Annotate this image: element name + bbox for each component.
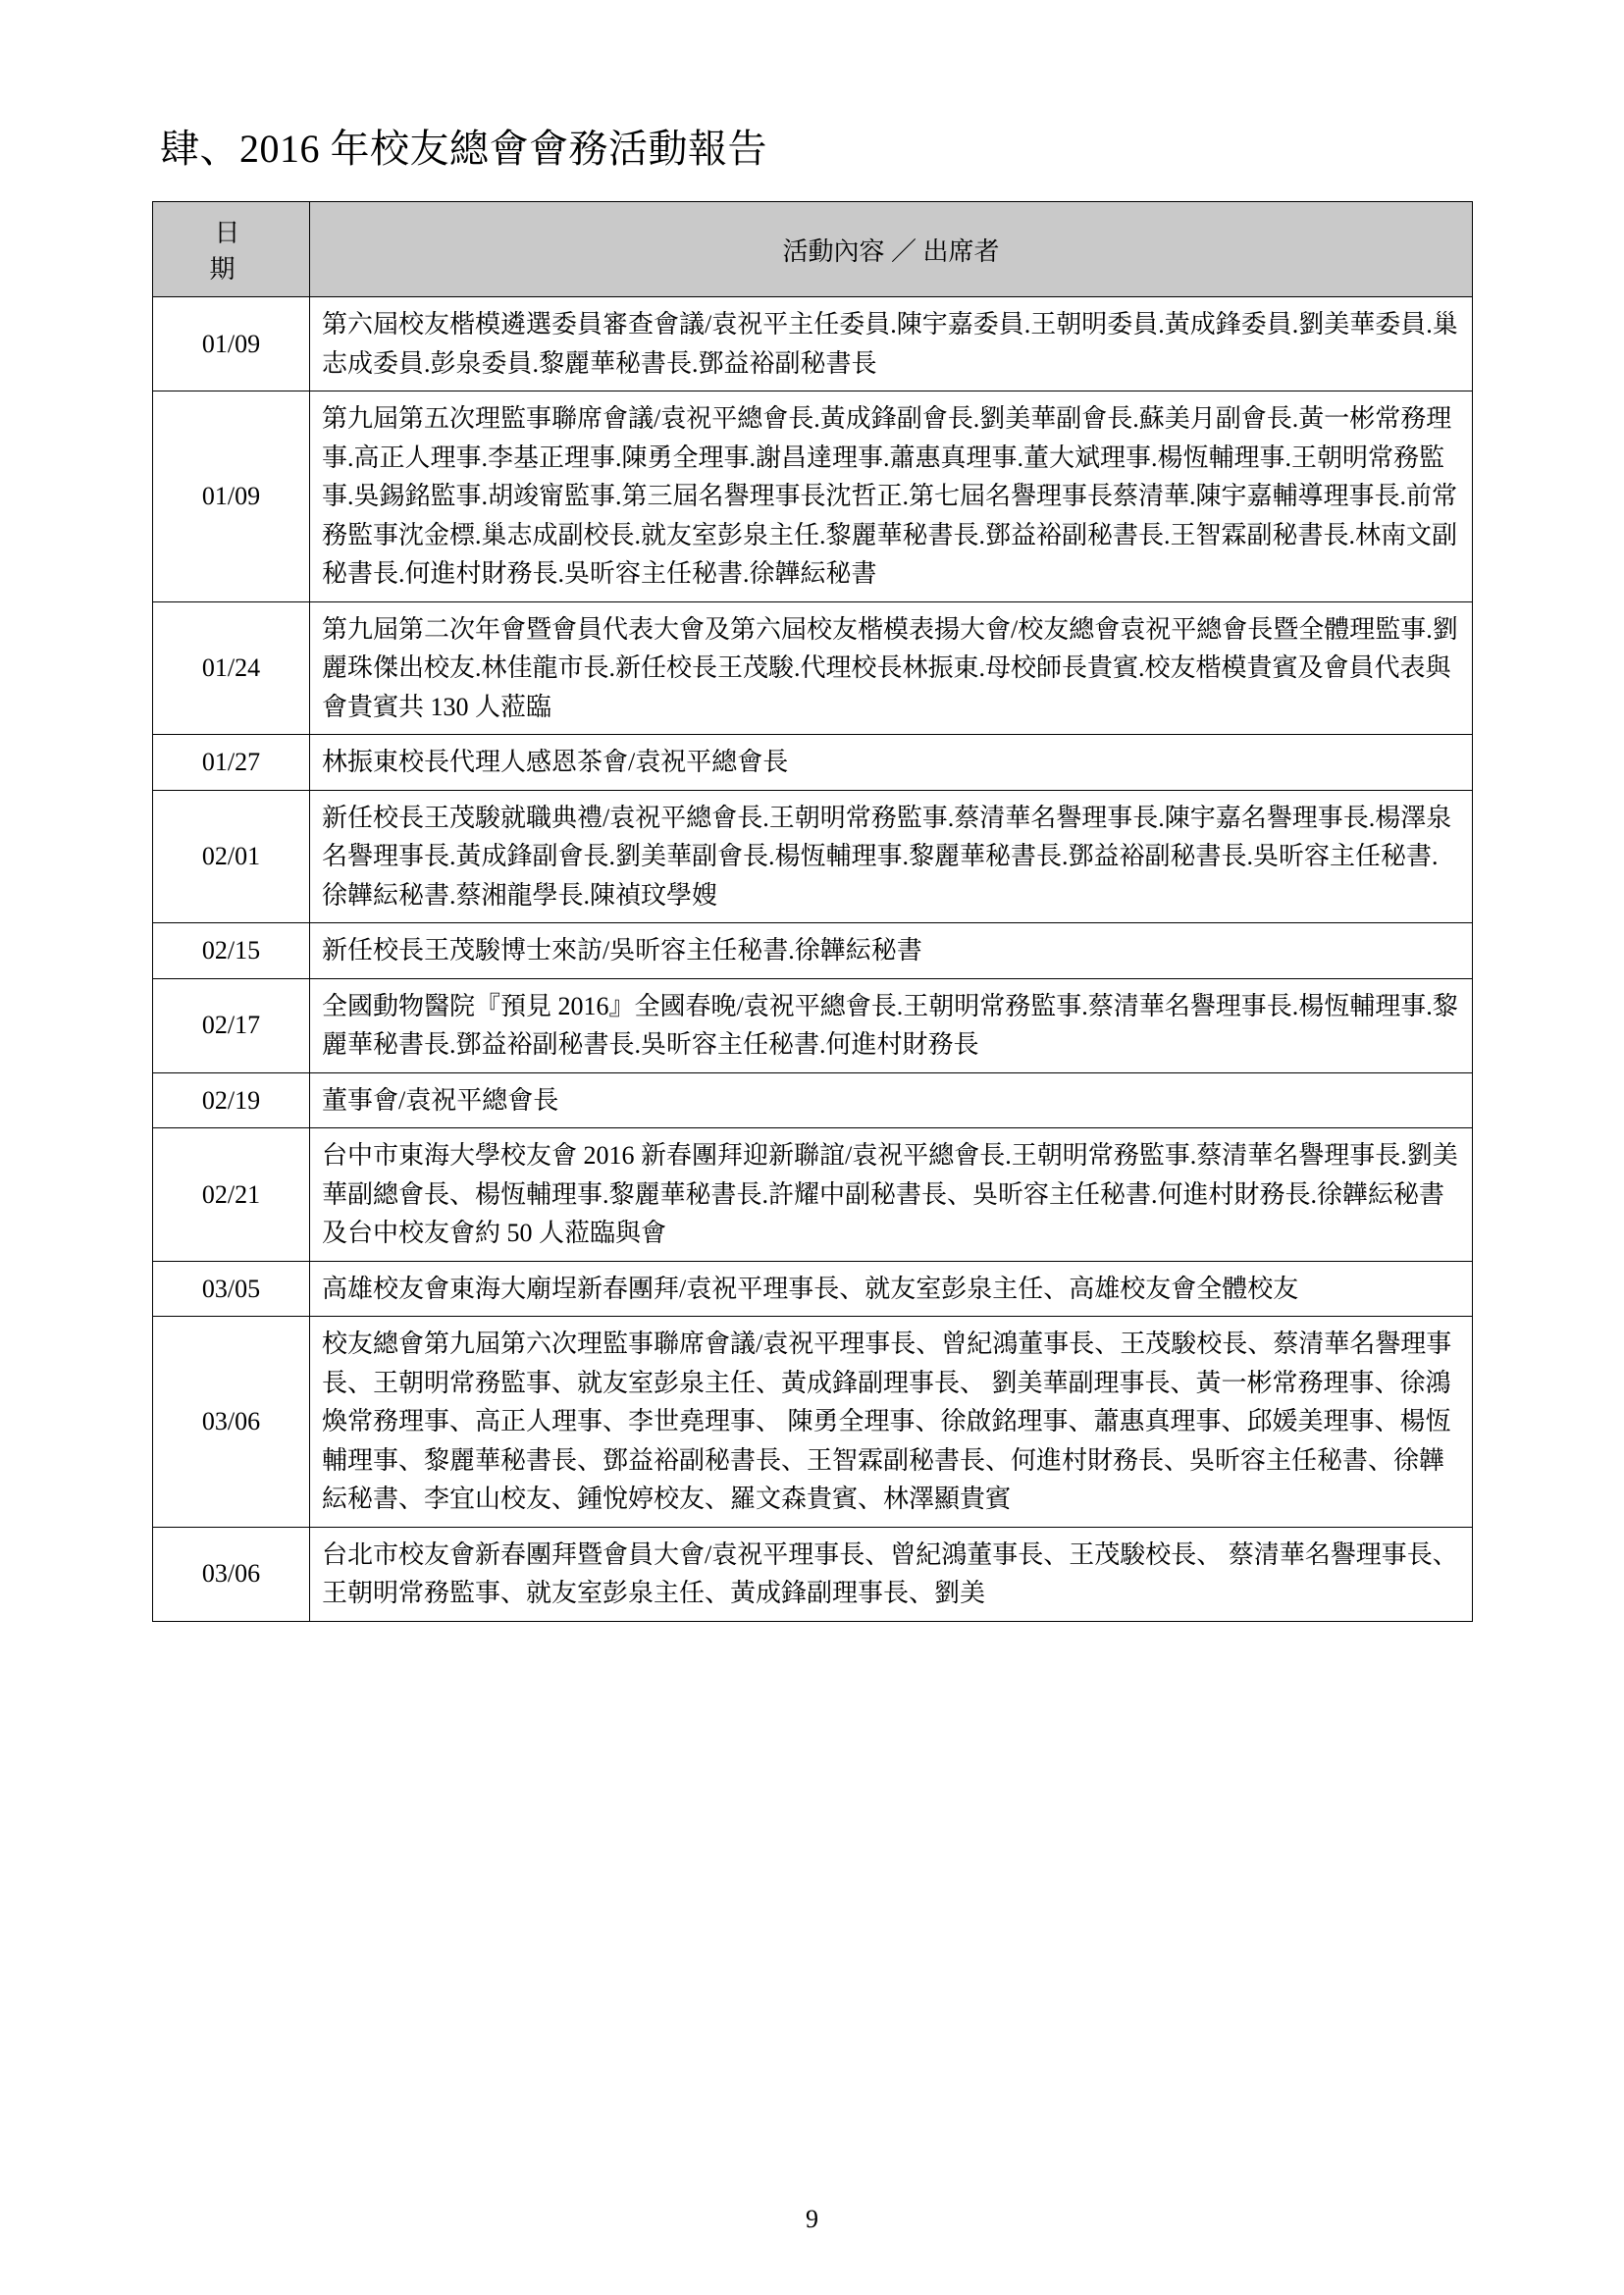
cell-date: 02/15: [153, 923, 310, 979]
column-header-content: 活動內容 ／ 出席者: [310, 202, 1473, 297]
cell-content: 台北市校友會新春團拜暨會員大會/袁祝平理事長、曾紀鴻董事長、王茂駿校長、 蔡清華名譽理事長、王朝明常務監事、就友室彭泉主任、黃成鋒副理事長、劉美: [310, 1527, 1473, 1621]
cell-date: 03/06: [153, 1317, 310, 1528]
cell-date: 03/06: [153, 1527, 310, 1621]
table-row: [153, 1317, 1473, 1528]
cell-date: 02/21: [153, 1128, 310, 1262]
table-row: [153, 391, 1473, 602]
cell-date: 01/24: [153, 601, 310, 735]
table-row: [153, 978, 1473, 1072]
cell-content: 台中市東海大學校友會 2016 新春團拜迎新聯誼/袁祝平總會長.王朝明常務監事.蔡清華名譽理事長.劉美華副總會長、楊恆輔理事.黎麗華秘書長.許耀中副秘書長、吳昕容主任秘書.何進村財務長.徐韡紜秘書及台中校友會約 50 人蒞臨與會: [310, 1128, 1473, 1262]
cell-date: 03/05: [153, 1261, 310, 1317]
cell-content: 第六屆校友楷模遴選委員審查會議/袁祝平主任委員.陳宇嘉委員.王朝明委員.黃成鋒委員.劉美華委員.巢志成委員.彭泉委員.黎麗華秘書長.鄧益裕副秘書長: [310, 297, 1473, 391]
cell-date: 01/09: [153, 391, 310, 602]
table-row: [153, 1128, 1473, 1262]
cell-date: 02/01: [153, 790, 310, 923]
page-number: 9: [806, 2205, 818, 2233]
activity-report-table: [152, 201, 1473, 1622]
column-header-date: [153, 202, 310, 297]
page-title: 肆、2016 年校友總會會務活動報告: [160, 127, 767, 171]
table-row: [153, 735, 1473, 791]
cell-date: 01/27: [153, 735, 310, 791]
cell-content: 董事會/袁祝平總會長: [310, 1072, 1473, 1128]
cell-date: 02/19: [153, 1072, 310, 1128]
cell-content: 全國動物醫院『預見 2016』全國春晚/袁祝平總會長.王朝明常務監事.蔡清華名譽理事長.楊恆輔理事.黎麗華秘書長.鄧益裕副秘書長.吳昕容主任秘書.何進村財務長: [310, 978, 1473, 1072]
cell-content: 林振東校長代理人感恩茶會/袁祝平總會長: [310, 735, 1473, 791]
table-row: [153, 1072, 1473, 1128]
cell-content: 校友總會第九屆第六次理監事聯席會議/袁祝平理事長、曾紀鴻董事長、王茂駿校長、蔡清華名譽理事長、王朝明常務監事、就友室彭泉主任、黃成鋒副理事長、 劉美華副理事長、黃一彬常務理事、徐鴻煥常務理事、高正人理事、李世堯理事、 陳勇全理事、徐啟銘理事、蕭惠真理事、邱媛美理事、楊恆輔理事、黎麗華秘書長、鄧益裕副秘書長、王智霖副秘書長、何進村財務長、吳昕容主任秘書、徐韡紜秘書、李宜山校友、鍾悅婷校友、羅文森貴賓、林澤顯貴賓: [310, 1317, 1473, 1528]
table-row: [153, 923, 1473, 979]
cell-date: 01/09: [153, 297, 310, 391]
cell-content: 新任校長王茂駿博士來訪/吳昕容主任秘書.徐韡紜秘書: [310, 923, 1473, 979]
cell-content: 高雄校友會東海大廟埕新春團拜/袁祝平理事長、就友室彭泉主任、高雄校友會全體校友: [310, 1261, 1473, 1317]
table-row: [153, 601, 1473, 735]
table-row: [153, 297, 1473, 391]
cell-content: 第九屆第五次理監事聯席會議/袁祝平總會長.黃成鋒副會長.劉美華副會長.蘇美月副會長.黃一彬常務理事.高正人理事.李基正理事.陳勇全理事.謝昌達理事.蕭惠真理事.董大斌理事.楊恆輔理事.王朝明常務監事.吳錫銘監事.胡竣甯監事.第三屆名譽理事長沈哲正.第七屆名譽理事長蔡清華.陳宇嘉輔導理事長.前常務監事沈金標.巢志成副校長.就友室彭泉主任.黎麗華秘書長.鄧益裕副秘書長.王智霖副秘書長.林南文副秘書長.何進村財務長.吳昕容主任秘書.徐韡紜秘書: [310, 391, 1473, 602]
table-row: [153, 790, 1473, 923]
cell-content: 第九屆第二次年會暨會員代表大會及第六屆校友楷模表揚大會/校友總會袁祝平總會長暨全體理監事.劉麗珠傑出校友.林佳龍市長.新任校長王茂駿.代理校長林振東.母校師長貴賓.校友楷模貴賓及會員代表與會貴賓共 130 人蒞臨: [310, 601, 1473, 735]
column-header-date-label: 日 期: [209, 219, 301, 284]
table-body: [153, 297, 1473, 1622]
cell-content: 新任校長王茂駿就職典禮/袁祝平總會長.王朝明常務監事.蔡清華名譽理事長.陳宇嘉名譽理事長.楊澤泉名譽理事長.黃成鋒副會長.劉美華副會長.楊恆輔理事.黎麗華秘書長.鄧益裕副秘書長.吳昕容主任秘書.徐韡紜秘書.蔡湘龍學長.陳禎玟學嫂: [310, 790, 1473, 923]
table-row: [153, 1527, 1473, 1621]
cell-date: 02/17: [153, 978, 310, 1072]
table-header-row: [153, 202, 1473, 297]
table-row: [153, 1261, 1473, 1317]
